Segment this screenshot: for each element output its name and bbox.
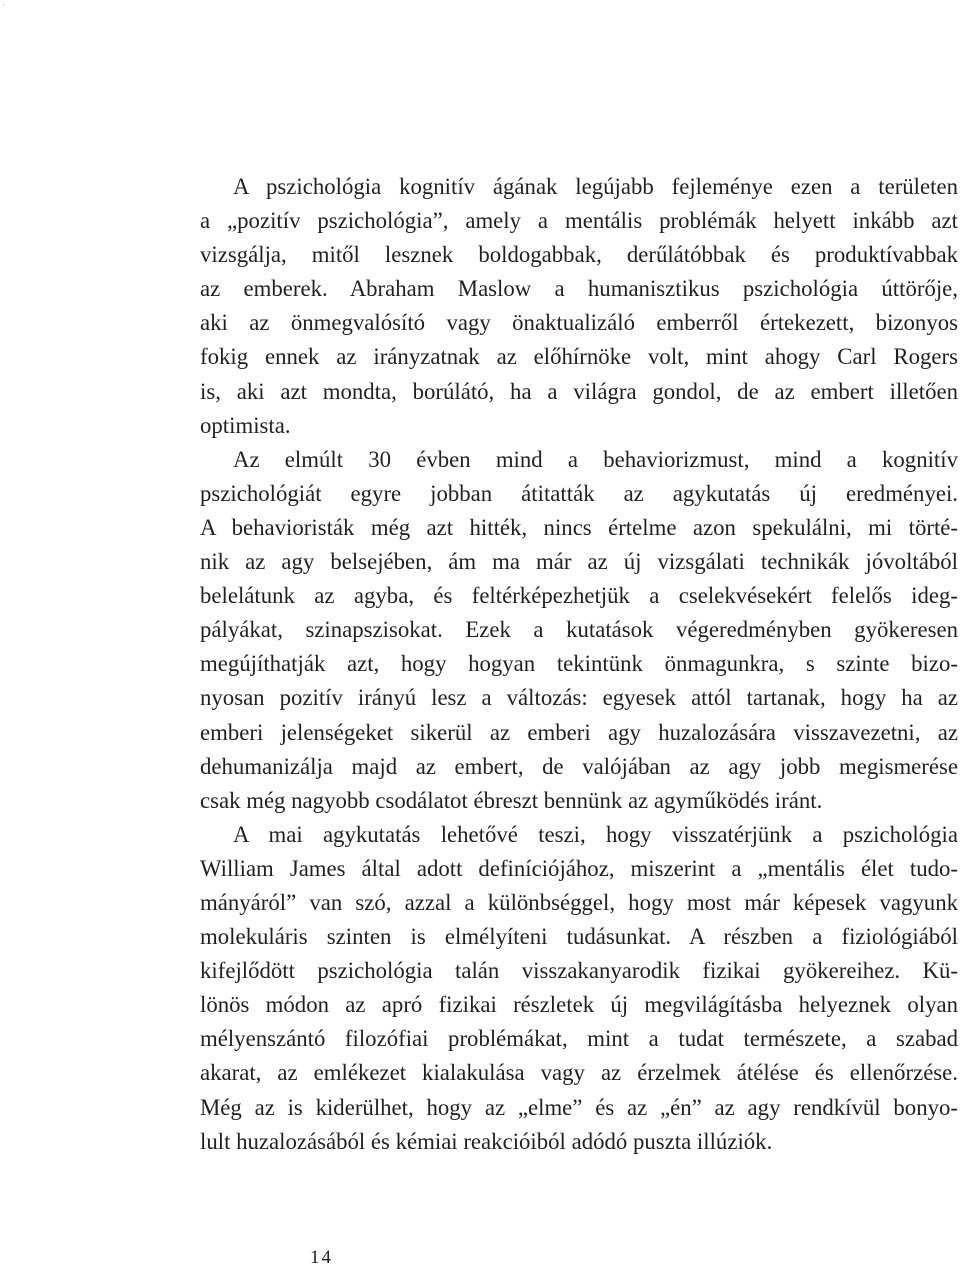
text-line: A pszichológia kognitív ágának legújabb fejleménye ezen a területen: [233, 174, 958, 199]
text-line: vizsgálja, mitől lesznek boldogabbak, derűlátóbbak és produktívabbak: [200, 242, 958, 268]
text-line: fokig ennek az irányzatnak az előhírnöke volt, mint ahogy Carl Rogers: [200, 344, 958, 370]
text-line: megújíthatják azt, hogy hogyan tekintünk önmagunkra, s szinte bizo-: [200, 651, 958, 677]
text-line: belelátunk az agyba, és feltérképezhetjük a cselekvésekért felelős ideg-: [200, 583, 958, 609]
text-line: mélyenszántó filozófiai problémákat, mint a tudat természete, a szabad: [200, 1026, 958, 1052]
text-line: csak még nagyobb csodálatot ébreszt bennünk az agyműködés iránt.: [200, 787, 823, 813]
text-line: dehumanizálja majd az embert, de valójában az agy jobb megismerése: [200, 753, 958, 779]
text-line: A mai agykutatás lehetővé teszi, hogy visszatérjünk a pszichológia: [233, 821, 958, 847]
text-line: akarat, az emlékezet kialakulása vagy az érzelmek átélése és ellenőrzése.: [200, 1060, 958, 1086]
text-line: emberi jelenségeket sikerül az emberi agy huzalozására visszavezetni, az: [200, 719, 958, 745]
page-number: 14: [310, 1247, 333, 1268]
text-line: nik az agy belsejében, ám ma már az új vizsgálati technikák jóvoltából: [200, 549, 958, 575]
text-line: A behavioristák még azt hitték, nincs értelme azon spekulálni, mi törté-: [200, 514, 958, 540]
text-line: optimista.: [200, 412, 291, 438]
text-line: nyosan pozitív irányú lesz a változás: egyesek attól tartanak, hogy ha az: [200, 685, 958, 711]
text-line: molekuláris szinten is elmélyíteni tudásunkat. A részben a fiziológiából: [200, 924, 958, 950]
text-line: pszichológiát egyre jobban átitatták az agykutatás új eredményei.: [200, 480, 958, 506]
body-text: [200, 170, 958, 1159]
text-line: mányáról” van szó, azzal a különbséggel, hogy most már képesek vagyunk: [200, 889, 958, 915]
text-line: Még az is kiderülhet, hogy az „elme” és az „én” az agy rendkívül bonyo-: [200, 1094, 958, 1120]
text-line: lult huzalozásából és kémiai reakcióiból adódó puszta illúziók.: [200, 1128, 773, 1154]
text-line: az emberek. Abraham Maslow a humanisztikus pszichológia úttörője,: [200, 276, 958, 302]
corner-mark: ·: [2, 0, 5, 10]
text-line: Az elmúlt 30 évben mind a behaviorizmust, mind a kognitív: [233, 446, 958, 472]
text-line: aki az önmegvalósító vagy önaktualizáló emberről értekezett, bizonyos: [200, 310, 958, 336]
text-line: lönös módon az apró fizikai részletek új megvilágításba helyeznek olyan: [200, 992, 958, 1018]
text-line: William James által adott definíciójához, miszerint a „mentális élet tudo-: [200, 855, 958, 881]
text-line: a „pozitív pszichológia”, amely a mentális problémák helyett inkább azt: [200, 208, 958, 234]
text-line: pályákat, szinapszisokat. Ezek a kutatások végeredményben gyökeresen: [200, 617, 958, 643]
text-line: is, aki azt mondta, borúlátó, ha a világra gondol, de az embert illetően: [200, 378, 958, 404]
text-line: kifejlődött pszichológia talán visszakanyarodik fizikai gyökereihez. Kü-: [200, 958, 958, 984]
